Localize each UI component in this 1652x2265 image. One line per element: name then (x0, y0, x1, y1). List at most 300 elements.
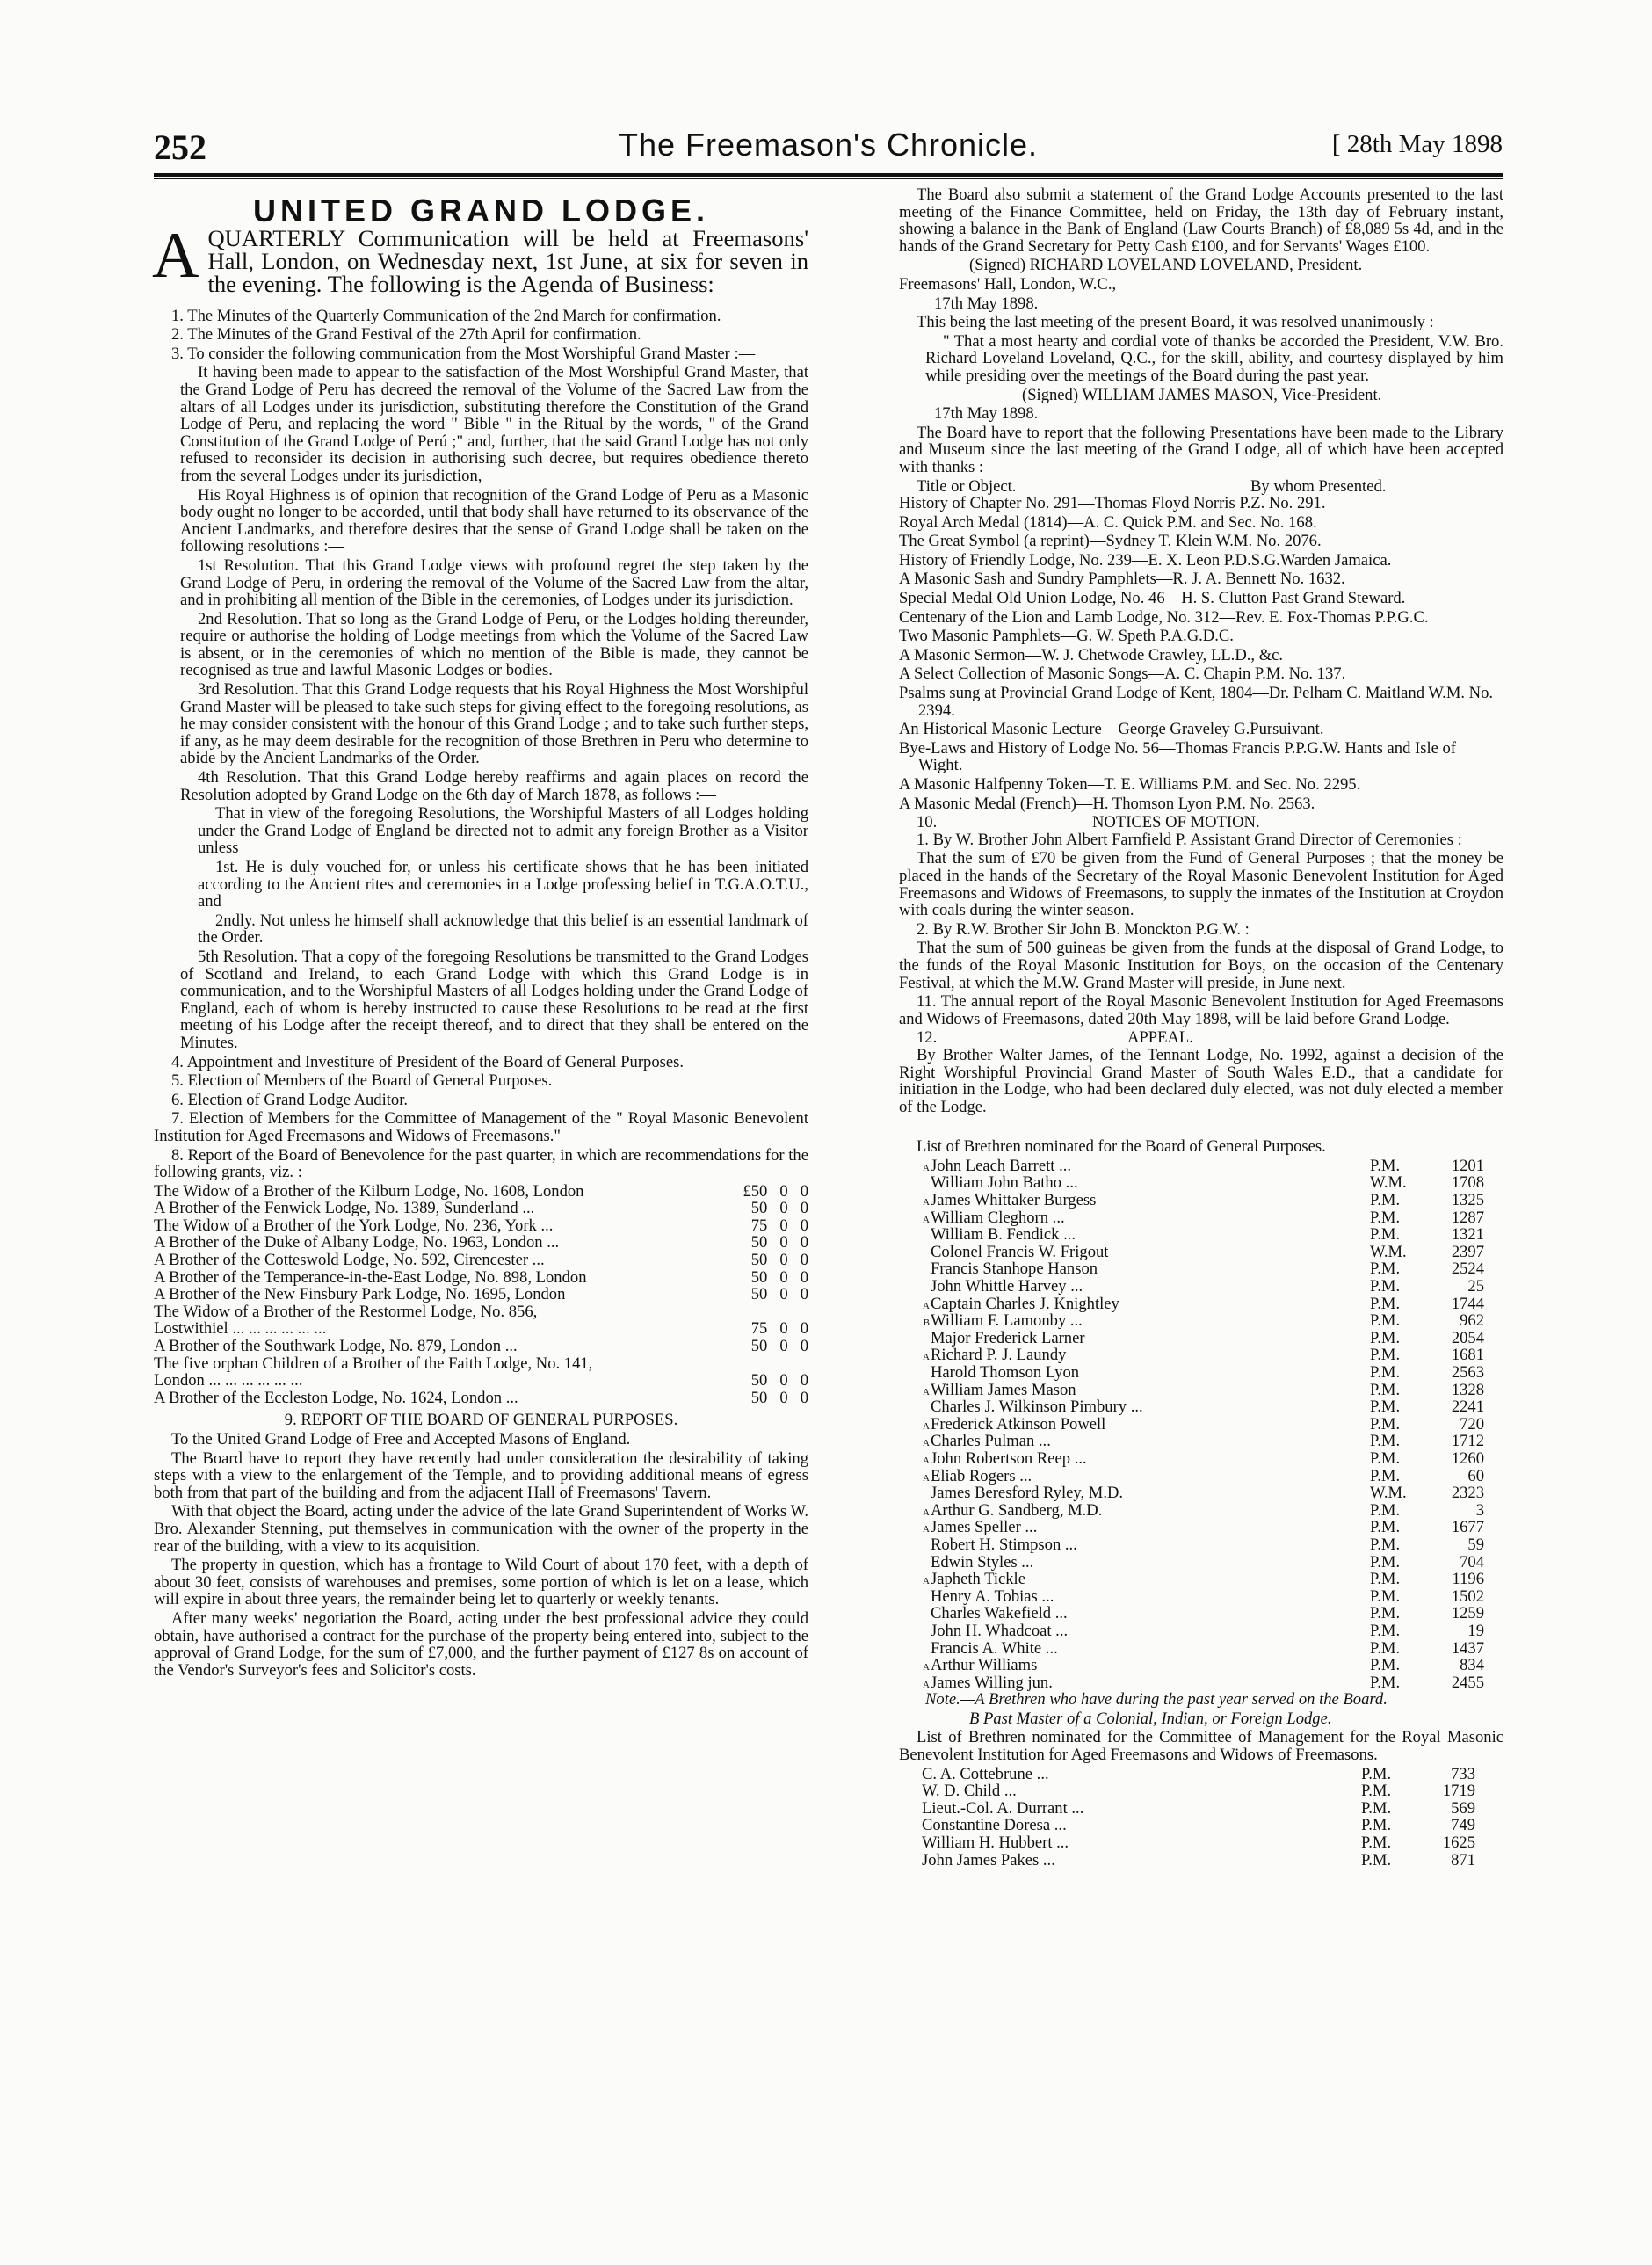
nominee-name: James Whittaker Burgess (931, 1191, 1097, 1210)
grant-pence: 0 (800, 1233, 808, 1252)
presentation-item: Royal Arch Medal (1814)—A. C. Quick P.M. and Sec. No. 168. (899, 512, 1317, 532)
agenda-item: 3. To consider the following communication from the Most Worshipful Grand Master :— (171, 344, 756, 363)
nominee-row (917, 1502, 1503, 1520)
nominee-rank: P.M. (1370, 1466, 1401, 1485)
nominee-rank: P.M. (1370, 1570, 1401, 1589)
motion-1: 1. By W. Brother John Albert Farnfield P. Assistant Grand Director of Ceremonies : (917, 830, 1462, 849)
grant-pounds: 50 (750, 1199, 768, 1218)
nominee-lodge-number: 3 (1475, 1500, 1484, 1520)
grant-text: A Brother of the Fenwick Lodge, No. 1389, Sunderland ... (154, 1199, 535, 1218)
presentation-item: An Historical Masonic Lecture—George Graveley G.Pursuivant. (899, 720, 1324, 739)
nominee-lodge-number: 2524 (1451, 1260, 1484, 1279)
report-paragraph: The Board have to report they have recently had under consideration the desirability of taking steps with a view to the enlargement of the Temple, and to providing additional means of egress both from that part of the building and from the adjacent Hall of Freemasons' Tavern. (154, 1448, 808, 1502)
nominee-mark: A (923, 1214, 930, 1225)
page-number: 252 (154, 127, 206, 167)
nominee-rank: P.M. (1370, 1638, 1401, 1658)
grant-text: The Widow of a Brother of the York Lodge, No. 236, York ... (154, 1216, 554, 1235)
grant-pence: 0 (800, 1199, 808, 1218)
grant-row (154, 1286, 808, 1303)
nominee-lodge-number: 569 (1451, 1798, 1475, 1818)
header-rule-thin (154, 178, 1503, 179)
signature-date: 17th May 1898. (934, 404, 1039, 424)
grant-text: A Brother of the New Finsbury Park Lodge, No. 1695, London (154, 1285, 566, 1304)
right-column (899, 186, 1503, 1869)
grant-pence: 0 (800, 1285, 808, 1304)
nominee-name: Lieut.-Col. A. Durrant ... (922, 1798, 1084, 1818)
nominee-row (908, 1852, 1503, 1869)
nominee-row (917, 1226, 1503, 1244)
grant-pounds: £50 (743, 1181, 768, 1201)
vote-of-thanks: " That a most hearty and cordial vote of thanks be accorded the President, V.W. Bro. Richard Loveland Loveland, Q.C., for the skill, ability, and courtesy displayed by him while presiding over the meetings of the Board during the past year. (925, 331, 1503, 385)
nominee-mark: A (923, 1352, 930, 1363)
nominee-rank: P.M. (1370, 1535, 1401, 1554)
nominee-rank: P.M. (1361, 1850, 1392, 1869)
presentation-item: Two Masonic Pamphlets—G. W. Speth P.A.G.D.C. (899, 627, 1234, 646)
nominee-row (917, 1536, 1503, 1554)
grant-pounds: 75 (750, 1319, 768, 1339)
intro-text: QUARTERLY Communication will be held at Freemasons' Hall, London, on Wednesday next, 1st June, at six for seven in the evening. The following is the Agenda of Business: (207, 224, 808, 297)
nominees-heading: List of Brethren nominated for the Board of General Purposes. (917, 1137, 1326, 1157)
notice-number: 10. (917, 813, 938, 832)
nominee-rank: W.M. (1370, 1242, 1407, 1261)
section-heading: 9. REPORT OF THE BOARD OF GENERAL PURPOSES. (284, 1411, 678, 1430)
nominee-mark: A (923, 1438, 930, 1449)
grant-row (154, 1355, 808, 1373)
grant-pounds: 50 (750, 1285, 768, 1304)
nominee-mark: A (923, 1506, 930, 1518)
grant-row (154, 1338, 808, 1355)
presentation-item: A Masonic Sash and Sundry Pamphlets—R. J. A. Bennett No. 1632. (899, 570, 1345, 589)
presentations-header (899, 478, 1503, 496)
nominee-name: Constantine Doresa ... (922, 1816, 1067, 1835)
nominee-row (917, 1192, 1503, 1209)
presentation-item: A Select Collection of Masonic Songs—A. C. Chapin P.M. No. 137. (899, 664, 1346, 684)
presentation-item: A Masonic Halfpenny Token—T. E. Williams P.M. and Sec. No. 2295. (899, 775, 1361, 794)
nominee-name: Charles Wakefield ... (931, 1604, 1068, 1623)
signature: (Signed) RICHARD LOVELAND LOVELAND, President. (969, 256, 1363, 275)
notice-title: NOTICES OF MOTION. (1092, 813, 1260, 832)
nominee-rank: P.M. (1370, 1346, 1401, 1365)
nominee-name: William B. Fendick ... (931, 1225, 1076, 1245)
nominee-lodge-number: 1196 (1452, 1570, 1484, 1589)
nominees-list (917, 1158, 1503, 1691)
nominee-row (917, 1657, 1503, 1674)
committee-nominees-list (908, 1766, 1503, 1869)
nominee-mark: A (923, 1662, 930, 1673)
nominee-lodge-number: 2563 (1451, 1363, 1484, 1382)
nominee-rank: P.M. (1361, 1764, 1392, 1783)
nominee-name: C. A. Cottebrune ... (922, 1764, 1049, 1783)
nominee-rank: P.M. (1370, 1621, 1401, 1640)
nominee-row (917, 1416, 1503, 1434)
grant-row (154, 1303, 808, 1321)
grant-pence: 0 (800, 1388, 808, 1407)
header-rule (154, 173, 1503, 177)
nominee-lodge-number: 1325 (1451, 1191, 1484, 1210)
grant-amount (735, 1183, 808, 1201)
nominee-rank: P.M. (1370, 1604, 1401, 1623)
communication-paragraph: His Royal Highness is of opinion that recognition of the Grand Lodge of Peru as a Masonic body ought no longer to be accorded, until that body shall have returned to its observance of the Ancient Landmarks, and therefore desires that the sense of Grand Lodge shall be taken on the following resolutions :— (180, 485, 808, 556)
agenda-item: 6. Election of Grand Lodge Auditor. (171, 1090, 409, 1109)
nominee-lodge-number: 720 (1460, 1414, 1484, 1434)
nominee-lodge-number: 962 (1460, 1311, 1484, 1331)
grant-shillings: 0 (779, 1216, 788, 1235)
nominee-lodge-number: 749 (1451, 1816, 1475, 1835)
nominee-row (917, 1278, 1503, 1296)
nominee-rank: P.M. (1370, 1225, 1401, 1245)
nominee-name: Arthur G. Sandberg, M.D. (931, 1500, 1103, 1520)
nominee-rank: P.M. (1370, 1311, 1401, 1331)
nominee-row (917, 1623, 1503, 1640)
nominee-row (917, 1158, 1503, 1175)
nominee-name: William John Batho ... (931, 1173, 1078, 1193)
nominee-row (908, 1817, 1503, 1834)
nominee-rank: P.M. (1370, 1500, 1401, 1520)
agenda-item: 8. Report of the Board of Benevolence for the past quarter, in which are recommendations for the following grants, viz. : (154, 1145, 808, 1182)
nominee-row (917, 1450, 1503, 1468)
resolution-4-second: 2ndly. Not unless he himself shall acknowledge that this belief is an essential landmark of the Order. (198, 911, 808, 947)
report-paragraph: After many weeks' negotiation the Board, acting under the best professional advice they could obtain, have authorised a contract for the purchase of the property being entered into, subject to the approval of Grand Lodge, for the sum of £7,000, and the further payment of £127 8s on account of the Vendor's Surveyor's fees and Solicitor's costs. (154, 1608, 808, 1680)
nominee-rank: P.M. (1370, 1328, 1401, 1347)
appeal-heading (899, 1029, 1503, 1047)
appeal-text: By Brother Walter James, of the Tennant Lodge, No. 1992, against a decision of the Right Worshipful Provincial Grand Master of South Wales E.D., that a candidate for initiation in the Lodge, who had been declared duly elected, was not duly elected a member of the Lodge. (899, 1045, 1503, 1116)
nominee-rank: P.M. (1370, 1586, 1401, 1606)
page-header (154, 123, 1503, 176)
grant-pence: 0 (800, 1371, 808, 1390)
grant-pence: 0 (800, 1337, 808, 1356)
motion-2: 2. By R.W. Brother Sir John B. Monckton P.G.W. : (917, 919, 1250, 939)
grant-amount (735, 1390, 808, 1407)
nominee-rank: P.M. (1370, 1552, 1401, 1572)
article-heading: UNITED GRAND LODGE. (252, 192, 709, 229)
presentations-col-title: Title or Object. (917, 476, 1017, 496)
grant-text: A Brother of the Temperance-in-the-East Lodge, No. 898, London (154, 1267, 587, 1287)
notices-heading (899, 814, 1503, 831)
nominee-mark: A (923, 1472, 930, 1484)
grant-pounds: 50 (750, 1233, 768, 1252)
nominee-rank: P.M. (1361, 1816, 1392, 1835)
nominee-name: James Willing jun. (931, 1673, 1053, 1692)
nominee-row (917, 1554, 1503, 1572)
nominee-row (917, 1296, 1503, 1313)
grant-text: A Brother of the Duke of Albany Lodge, No. 1963, London ... (154, 1233, 560, 1252)
nominee-row (917, 1674, 1503, 1692)
nominee-lodge-number: 834 (1460, 1656, 1484, 1675)
nominee-row (917, 1347, 1503, 1364)
nominee-name: Arthur Williams (931, 1656, 1038, 1675)
nominee-name: John James Pakes ... (922, 1850, 1055, 1869)
resolution-2: 2nd Resolution. That so long as the Grand Lodge of Peru, or the Lodges holding thereunder, require or authorise the holding of Lodge meetings from which the Volume of the Sacred Law is absent, or in the ceremonies of which no mention of the Bible is made, they cannot be recognised as true and lawful Masonic Lodges or bodies. (180, 609, 808, 680)
nominee-lodge-number: 1201 (1451, 1156, 1484, 1175)
nominee-lodge-number: 1259 (1451, 1604, 1484, 1623)
nominee-rank: P.M. (1370, 1518, 1401, 1537)
grant-shillings: 0 (779, 1388, 788, 1407)
nominee-mark: A (923, 1524, 930, 1535)
nominee-lodge-number: 1502 (1451, 1586, 1484, 1606)
address-date: 17th May 1898. (934, 294, 1039, 313)
grant-text: The Widow of a Brother of the Kilburn Lodge, No. 1608, London (154, 1181, 584, 1201)
nominee-name: William Cleghorn ... (931, 1208, 1065, 1227)
resolution-4: 4th Resolution. That this Grand Lodge hereby reaffirms and again places on record the Resolution adopted by Grand Lodge on the 6th day of March 1878, as follows :— (180, 768, 808, 804)
nominee-row (917, 1398, 1503, 1416)
nominee-lodge-number: 1677 (1451, 1518, 1484, 1537)
grant-row (154, 1183, 808, 1201)
grant-text: A Brother of the Cotteswold Lodge, No. 592, Cirencester ... (154, 1251, 545, 1270)
appeal-number: 12. (917, 1028, 938, 1048)
nominee-lodge-number: 59 (1467, 1535, 1484, 1554)
grants-list (154, 1183, 808, 1407)
nominee-lodge-number: 1260 (1451, 1448, 1484, 1468)
presentations-list (899, 495, 1503, 812)
grant-text: A Brother of the Southwark Lodge, No. 879, London ... (154, 1337, 518, 1356)
nominee-lodge-number: 25 (1467, 1277, 1484, 1296)
grant-pounds: 50 (750, 1267, 768, 1287)
nominee-rank: P.M. (1370, 1673, 1401, 1692)
nominee-row (917, 1330, 1503, 1347)
drop-cap: A (152, 219, 199, 292)
grant-amount (735, 1338, 808, 1355)
nominee-mark: A (923, 1300, 930, 1311)
nominee-name: Colonel Francis W. Frigout (931, 1242, 1109, 1261)
nominees-note: Note.—A Brethren who have during the past year served on the Board. (925, 1690, 1388, 1710)
nominee-rank: P.M. (1370, 1448, 1401, 1468)
nominee-row (917, 1174, 1503, 1192)
nominee-name: James Speller ... (931, 1518, 1038, 1537)
issue-date: [ 28th May 1898 (1331, 130, 1503, 158)
agenda-item: 1. The Minutes of the Quarterly Communication of the 2nd March for confirmation. (171, 306, 721, 325)
nominees-note: B Past Master of a Colonial, Indian, or Foreign Lodge. (969, 1709, 1332, 1728)
presentation-item: Special Medal Old Union Lodge, No. 46—H. S. Clutton Past Grand Steward. (899, 589, 1406, 608)
nominee-lodge-number: 1328 (1451, 1380, 1484, 1399)
grant-shillings: 0 (779, 1319, 788, 1339)
grant-text: Lostwithiel ... ... ... ... ... ... (154, 1319, 327, 1339)
grant-pence: 0 (800, 1251, 808, 1270)
nominee-name: John Robertson Reep ... (931, 1448, 1087, 1468)
grant-shillings: 0 (779, 1251, 788, 1270)
nominee-row (917, 1588, 1503, 1606)
address-line: Freemasons' Hall, London, W.C., (899, 274, 1117, 294)
presentations-col-donor: By whom Presented. (1250, 476, 1387, 496)
report-address: To the United Grand Lodge of Free and Accepted Masons of England. (171, 1430, 631, 1448)
item-11: 11. The annual report of the Royal Masonic Benevolent Institution for Aged Freemasons and Widows of Freemasons, dated 20th May 1898, will be laid before Grand Lodge. (899, 992, 1503, 1028)
nominee-rank: P.M. (1370, 1277, 1401, 1296)
nominee-row (917, 1260, 1503, 1278)
intro-paragraph (152, 219, 808, 297)
nominee-row (908, 1834, 1503, 1852)
nominee-row (908, 1782, 1503, 1800)
nominee-name: Eliab Rogers ... (931, 1466, 1032, 1485)
nominee-mark: A (923, 1197, 930, 1209)
signature: (Signed) WILLIAM JAMES MASON, Vice-President. (1022, 385, 1382, 404)
resolution-3: 3rd Resolution. That this Grand Lodge requests that his Royal Highness the Most Worshipful Grand Master will be pleased to take such steps for giving effect to the foregoing resolutions, as he may consider consistent with the honour of this Grand Lodge ; and to take such further steps, if any, as he may deem desirable for the recognition of those Brethren in Peru who determine to abide by the Ancient Landmarks of the Order. (180, 680, 808, 768)
nominee-rank: P.M. (1361, 1782, 1392, 1801)
nominee-name: Captain Charles J. Knightley (931, 1294, 1119, 1313)
resolution-4-text: That in view of the foregoing Resolutions, the Worshipful Masters of all Lodges holding under the Grand Lodge of England be directed not to admit any foreign Brother as a Visitor unless (198, 804, 808, 858)
grant-shillings: 0 (779, 1337, 788, 1356)
presentation-item: Centenary of the Lion and Lamb Lodge, No. 312—Rev. E. Fox-Thomas P.P.G.C. (899, 607, 1429, 627)
nominee-rank: W.M. (1370, 1484, 1407, 1503)
nominee-mark: A (923, 1576, 930, 1587)
nominee-row (917, 1605, 1503, 1623)
grant-amount (735, 1200, 808, 1217)
nominee-rank: P.M. (1370, 1397, 1401, 1417)
presentation-item: A Masonic Medal (French)—H. Thomson Lyon P.M. No. 2563. (899, 794, 1315, 813)
nominee-lodge-number: 1437 (1451, 1638, 1484, 1658)
grant-amount (735, 1217, 808, 1235)
grant-row (154, 1217, 808, 1235)
nominee-lodge-number: 1719 (1442, 1782, 1475, 1801)
nominee-name: W. D. Child ... (922, 1782, 1017, 1801)
appeal-title: APPEAL. (1127, 1028, 1193, 1048)
nominee-row (917, 1312, 1503, 1330)
nominee-row (917, 1433, 1503, 1450)
nominee-row (917, 1468, 1503, 1485)
resolution-5: 5th Resolution. That a copy of the foregoing Resolutions be transmitted to the Grand Lodges of Scotland and Ireland, to each Grand Lodge with which this Grand Lodge is in communication, and to the Worshipful Masters of all Lodges holding under the Grand Lodge of England, each of whom is hereby instructed to cause these Resolutions to be read at the first meeting of his Lodge after the receipt thereof, and to direct that they shall be entered on the Minutes. (180, 947, 808, 1052)
nominee-name: Japheth Tickle (931, 1570, 1025, 1589)
grant-shillings: 0 (779, 1371, 788, 1390)
nominee-name: Francis Stanhope Hanson (931, 1260, 1098, 1279)
nominee-name: Charles J. Wilkinson Pimbury ... (931, 1397, 1143, 1417)
nominee-rank: W.M. (1370, 1173, 1407, 1193)
nominee-rank: P.M. (1370, 1432, 1401, 1451)
nominee-rank: P.M. (1370, 1208, 1401, 1227)
grant-text: The Widow of a Brother of the Restormel Lodge, No. 856, (154, 1302, 538, 1321)
grant-row (154, 1234, 808, 1252)
nominee-mark: A (923, 1420, 930, 1432)
nominee-lodge-number: 2397 (1451, 1242, 1484, 1261)
grant-row (154, 1269, 808, 1287)
grant-amount (735, 1320, 808, 1338)
report-paragraph: With that object the Board, acting under the advice of the late Grand Superintendent of Works W. Bro. Alexander Stenning, put themselves in communication with the owner of the property in the rear of the building, with a view to its acquisition. (154, 1502, 808, 1556)
grant-pence: 0 (800, 1267, 808, 1287)
nominee-name: Henry A. Tobias ... (931, 1586, 1054, 1606)
nominee-rank: P.M. (1370, 1363, 1401, 1382)
resolution-paragraph: This being the last meeting of the present Board, it was resolved unanimously : (917, 313, 1434, 332)
nominee-name: Frederick Atkinson Powell (931, 1414, 1106, 1434)
nominee-lodge-number: 2323 (1451, 1484, 1484, 1503)
nominee-name: Edwin Styles ... (931, 1552, 1034, 1572)
nominee-lodge-number: 1744 (1451, 1294, 1484, 1313)
nominee-mark: A (923, 1679, 930, 1690)
nominee-lodge-number: 871 (1451, 1850, 1475, 1869)
grant-shillings: 0 (779, 1181, 788, 1201)
grant-pounds: 50 (750, 1251, 768, 1270)
motion-1-text: That the sum of £70 be given from the Fund of General Purposes ; that the money be placed in the hands of the Secretary of the Royal Masonic Benevolent Institution for Aged Freemasons and Widows of Freemasons, to supply the inmates of the Institution at Croydon with coals during the winter season. (899, 849, 1503, 920)
nominee-name: Richard P. J. Laundy (931, 1346, 1067, 1365)
nominee-rank: P.M. (1361, 1798, 1392, 1818)
nominee-lodge-number: 60 (1467, 1466, 1484, 1485)
agenda-item: 5. Election of Members of the Board of General Purposes. (171, 1071, 553, 1091)
grant-amount (735, 1372, 808, 1390)
nominee-rank: P.M. (1361, 1833, 1392, 1853)
nominee-lodge-number: 2054 (1451, 1328, 1484, 1347)
nominee-mark: B (923, 1318, 930, 1329)
nominee-row (917, 1364, 1503, 1382)
agenda-item: 2. The Minutes of the Grand Festival of the 27th April for confirmation. (171, 325, 641, 345)
nominee-name: Francis A. White ... (931, 1638, 1058, 1658)
agenda-item: 4. Appointment and Investiture of President of the Board of General Purposes. (171, 1052, 684, 1071)
grant-text: London ... ... ... ... ... ... (154, 1371, 303, 1390)
presentation-item: Psalms sung at Provincial Grand Lodge of Kent, 1804—Dr. Pelham C. Maitland W.M. No. 2394. (899, 684, 1494, 720)
nominee-row (917, 1519, 1503, 1536)
nominee-name: John H. Whadcoat ... (931, 1621, 1069, 1640)
nominee-lodge-number: 1681 (1451, 1346, 1484, 1365)
nominee-name: Robert H. Stimpson ... (931, 1535, 1077, 1554)
presentations-intro: The Board have to report that the following Presentations have been made to the Library and Museum since the last meeting of the Grand Lodge, all of which have been accepted with thanks : (899, 423, 1503, 476)
grant-pence: 0 (800, 1319, 808, 1339)
grant-amount (735, 1269, 808, 1287)
grant-amount (735, 1252, 808, 1269)
nominee-rank: P.M. (1370, 1191, 1401, 1210)
left-column (154, 186, 808, 1681)
nominee-row (917, 1571, 1503, 1588)
nominee-rank: P.M. (1370, 1156, 1401, 1175)
motion-2-text: That the sum of 500 guineas be given from the funds at the disposal of Grand Lodge, to the funds of the Royal Masonic Institution for Boys, on the occasion of the Centenary Festival, at which the M.W. Grand Master will preside, in June next. (899, 939, 1503, 992)
grant-pounds: 75 (750, 1216, 768, 1235)
nominee-row (917, 1244, 1503, 1261)
grant-row (154, 1252, 808, 1269)
resolution-1: 1st Resolution. That this Grand Lodge views with profound regret the step taken by the Grand Lodge of Peru, in ordering the removal of the Volume of the Sacred Law from the altar, and in prohibiting all mention of the Bible in the ceremonies, of Lodges under its jurisdiction. (180, 555, 808, 610)
nominee-row (908, 1766, 1503, 1783)
grant-pence: 0 (800, 1216, 808, 1235)
nominee-lodge-number: 704 (1460, 1552, 1484, 1572)
nominee-rank: P.M. (1370, 1380, 1401, 1399)
nominee-name: William F. Lamonby ... (931, 1311, 1083, 1331)
nominee-mark: A (923, 1386, 930, 1397)
nominee-rank: P.M. (1370, 1414, 1401, 1434)
communication-paragraph: It having been made to appear to the satisfaction of the Most Worshipful Grand Master, that the Grand Lodge of Peru has decreed the removal of the Volume of the Sacred Law from the altars of all Lodges under its jurisdiction, substituting therefore the Constitution of the Grand Lodge of Peru, and replacing the word " Bible " in the Ritual by the words, " of the Grand Constitution of the Grand Lodge of Perú ;" and, further, that the said Grand Lodge has not only refused to reconsider its decision in authorising such decree, but requires obedience thereto from the several Lodges under its jurisdiction, (180, 363, 808, 485)
nominee-lodge-number: 1625 (1442, 1833, 1475, 1853)
grant-shillings: 0 (779, 1285, 788, 1304)
grant-shillings: 0 (779, 1199, 788, 1218)
grant-pounds: 50 (750, 1337, 768, 1356)
nominee-name: James Beresford Ryley, M.D. (931, 1484, 1124, 1503)
nominee-lodge-number: 2241 (1451, 1397, 1484, 1417)
presentation-item: The Great Symbol (a reprint)—Sydney T. Klein W.M. No. 2076. (899, 532, 1322, 551)
nominee-name: Charles Pulman ... (931, 1432, 1051, 1451)
nominee-name: Harold Thomson Lyon (931, 1363, 1080, 1382)
nominee-row (917, 1485, 1503, 1502)
nominee-row (917, 1640, 1503, 1658)
grant-amount (735, 1234, 808, 1252)
presentation-item: A Masonic Sermon—W. J. Chetwode Crawley, LL.D., &c. (899, 645, 1284, 664)
presentation-item: History of Chapter No. 291—Thomas Floyd Norris P.Z. No. 291. (899, 494, 1326, 513)
nominee-lodge-number: 1712 (1451, 1432, 1484, 1451)
grant-row (154, 1200, 808, 1217)
nominee-rank: P.M. (1370, 1294, 1401, 1313)
grant-text: A Brother of the Eccleston Lodge, No. 1624, London ... (154, 1388, 518, 1407)
grant-pounds: 50 (750, 1388, 768, 1407)
nominee-lodge-number: 733 (1451, 1764, 1475, 1783)
grant-pounds: 50 (750, 1371, 768, 1390)
nominee-lodge-number: 1321 (1451, 1225, 1484, 1245)
report-paragraph: The property in question, which has a frontage to Wild Court of about 170 feet, with a depth of about 30 feet, consists of warehouses and premises, some portion of which is let on a lease, which will expire in about three years, the remainder being let to quarterly or weekly tenants. (154, 1556, 808, 1609)
nominee-name: Major Frederick Larner (931, 1328, 1085, 1347)
nominee-lodge-number: 19 (1467, 1621, 1484, 1640)
committee-heading: List of Brethren nominated for the Committee of Management for the Royal Masonic Benevolent Institution for Aged Freemasons and Widows of Freemasons. (899, 1728, 1503, 1765)
nominee-name: John Whittle Harvey ... (931, 1277, 1083, 1296)
nominee-mark: A (923, 1455, 930, 1466)
grant-row (154, 1390, 808, 1407)
grant-shillings: 0 (779, 1267, 788, 1287)
nominee-row (917, 1209, 1503, 1227)
nominee-mark: A (923, 1162, 930, 1173)
agenda-item: 7. Election of Members for the Committee of Management of the " Royal Masonic Benevolent Institution for Aged Freemasons and Widows of Freemasons." (154, 1109, 808, 1145)
presentation-item: Bye-Laws and History of Lodge No. 56—Thomas Francis P.P.G.W. Hants and Isle of Wight. (899, 738, 1457, 775)
grant-row (154, 1372, 808, 1390)
grant-pence: 0 (800, 1181, 808, 1201)
nominee-rank: P.M. (1370, 1260, 1401, 1279)
